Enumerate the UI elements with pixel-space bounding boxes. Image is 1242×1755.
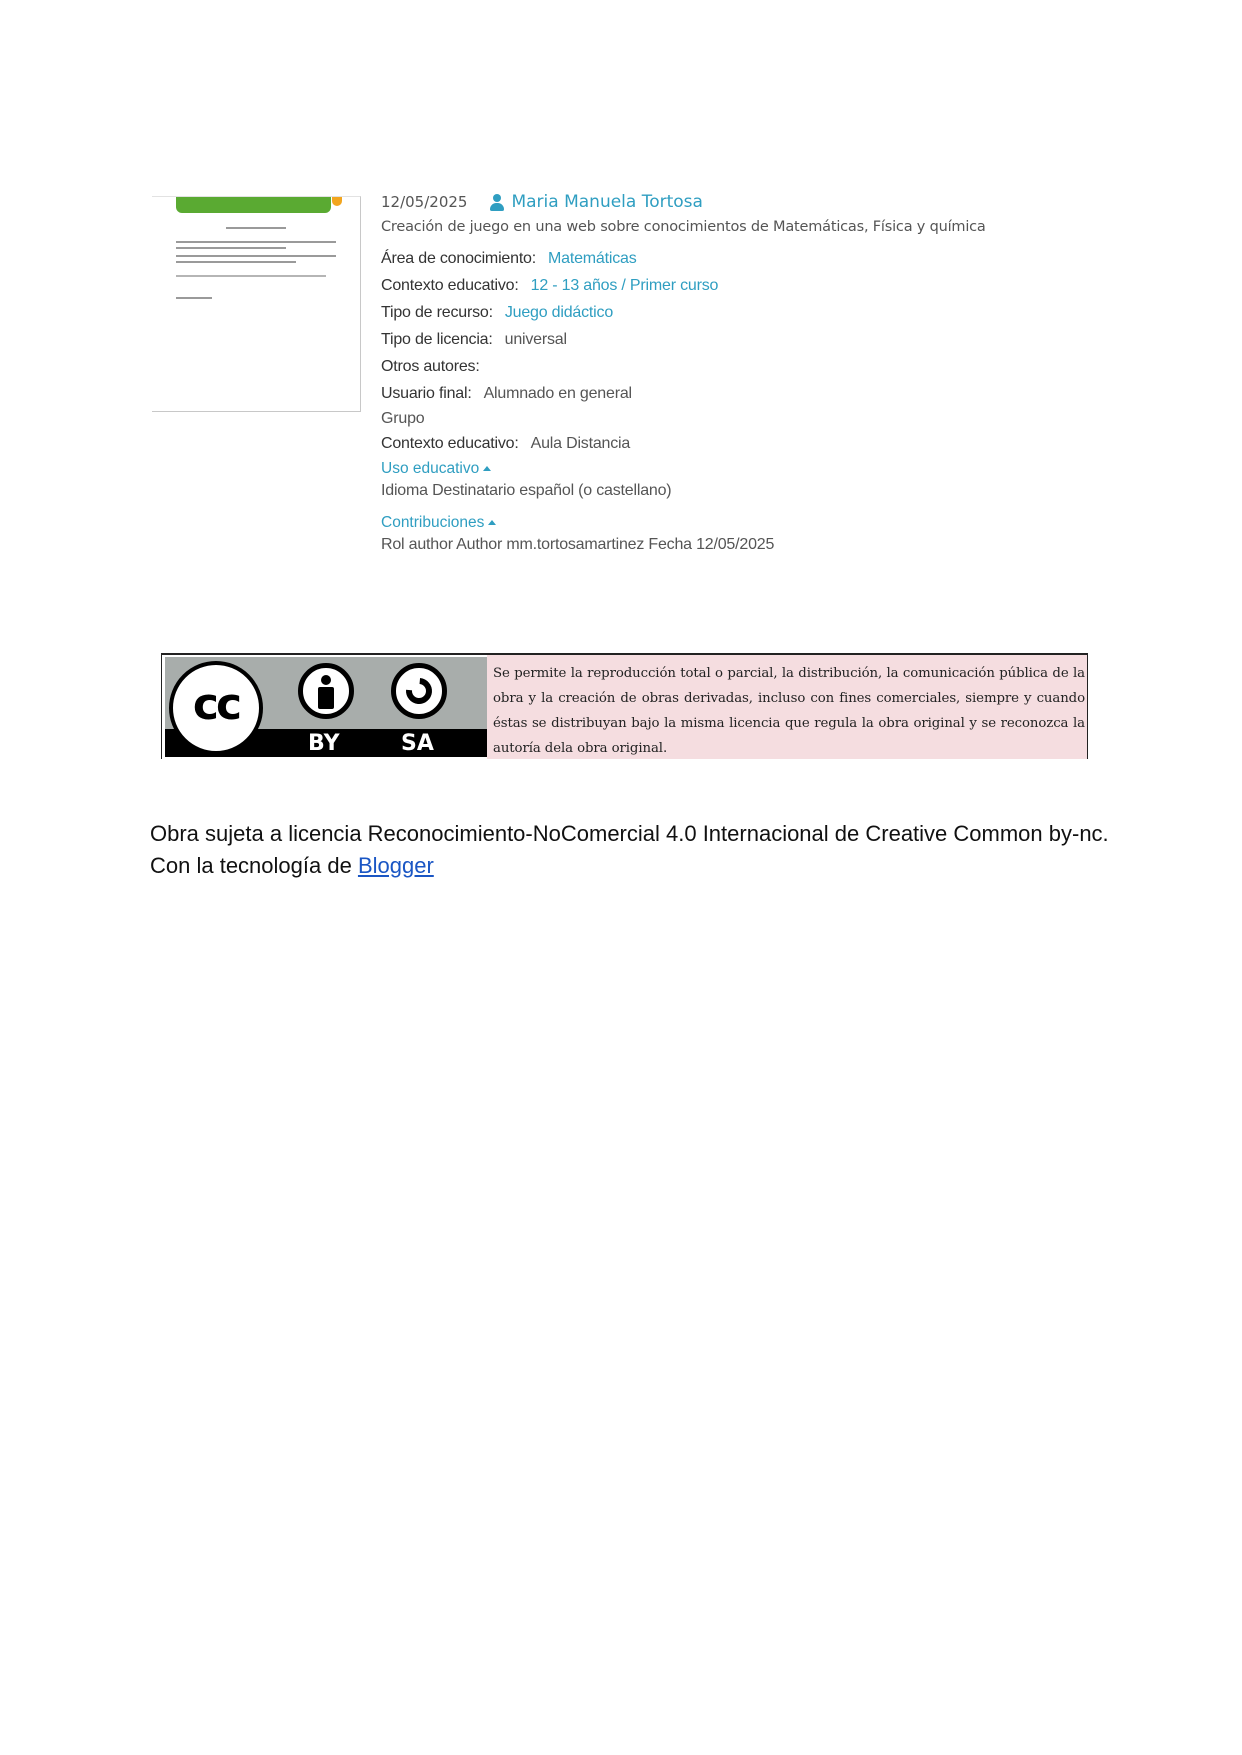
- entry-header: [381, 190, 1211, 214]
- resource-type-link[interactable]: Juego didáctico: [504, 304, 614, 321]
- uso-educativo-toggle[interactable]: Uso educativo: [381, 457, 1211, 479]
- field-context: Contexto educativo: 12 - 13 años / Primer curso: [381, 277, 719, 294]
- by-person-icon: [298, 663, 354, 719]
- thumbnail-text-line: [176, 247, 286, 249]
- resource-metadata: [381, 190, 1211, 556]
- thumbnail-url-line: [176, 297, 212, 299]
- thumbnail-text-line: [176, 255, 336, 257]
- entry-date: 12/05/2025: [381, 193, 468, 211]
- field-context-2: Contexto educativo: Aula Distancia: [381, 435, 631, 452]
- context-2-value: Aula Distancia: [530, 435, 631, 452]
- field-license-type: Tipo de licencia: universal: [381, 331, 567, 348]
- resource-thumbnail[interactable]: [152, 196, 361, 412]
- caret-up-icon: [488, 520, 496, 525]
- cc-by-sa-badge: [165, 657, 487, 757]
- uso-educativo-text: Idioma Destinatario español (o castellano): [381, 482, 672, 499]
- thumbnail-banner: [176, 197, 331, 213]
- thumbnail-accent: [332, 197, 342, 206]
- thumbnail-text-line: [176, 275, 326, 277]
- sa-label: SA: [401, 731, 434, 756]
- by-label: BY: [308, 731, 340, 756]
- context-link[interactable]: 12 - 13 años / Primer curso: [530, 277, 719, 294]
- license-box: [161, 653, 1088, 759]
- field-other-authors: Otros autores:: [381, 358, 480, 375]
- author-link[interactable]: Maria Manuela Tortosa: [511, 192, 703, 212]
- user-icon: [489, 194, 505, 211]
- entry-description: Creación de juego en una web sobre conocimientos de Matemáticas, Física y química: [381, 219, 986, 235]
- share-alike-icon: [391, 663, 447, 719]
- footer-text: Obra sujeta a licencia Reconocimiento-NoComercial 4.0 Internacional de Creative Common by-nc. Con la tecnología de: [150, 821, 1109, 878]
- license-text: Se permite la reproducción total o parcial, la distribución, la comunicación pública de la obra y la creación de obras derivadas, incluso con fines comerciales, siempre y cuando éstas se distribuyan bajo la misma licencia que regula la obra original y se reconozca la autoría dela obra original.: [487, 655, 1087, 759]
- license-type-value: universal: [504, 331, 567, 348]
- area-link[interactable]: Matemáticas: [548, 250, 637, 267]
- thumbnail-text-line: [176, 241, 336, 243]
- thumbnail-title-line: [226, 227, 286, 229]
- contribuciones-text: Rol author Author mm.tortosamartinez Fecha 12/05/2025: [381, 536, 775, 553]
- blogger-link[interactable]: Blogger: [357, 853, 434, 878]
- field-area: Área de conocimiento: Matemáticas: [381, 250, 637, 267]
- field-resource-type: Tipo de recurso: Juego didáctico: [381, 304, 614, 321]
- footer-note: [150, 818, 1110, 882]
- final-user-extra: Grupo: [381, 410, 425, 427]
- contribuciones-toggle[interactable]: Contribuciones: [381, 511, 1211, 533]
- cc-icon: cc: [169, 661, 263, 755]
- field-final-user: Usuario final: Alumnado en general: [381, 385, 632, 402]
- thumbnail-text-line: [176, 261, 296, 263]
- final-user-value: Alumnado en general: [483, 385, 632, 402]
- caret-up-icon: [483, 466, 491, 471]
